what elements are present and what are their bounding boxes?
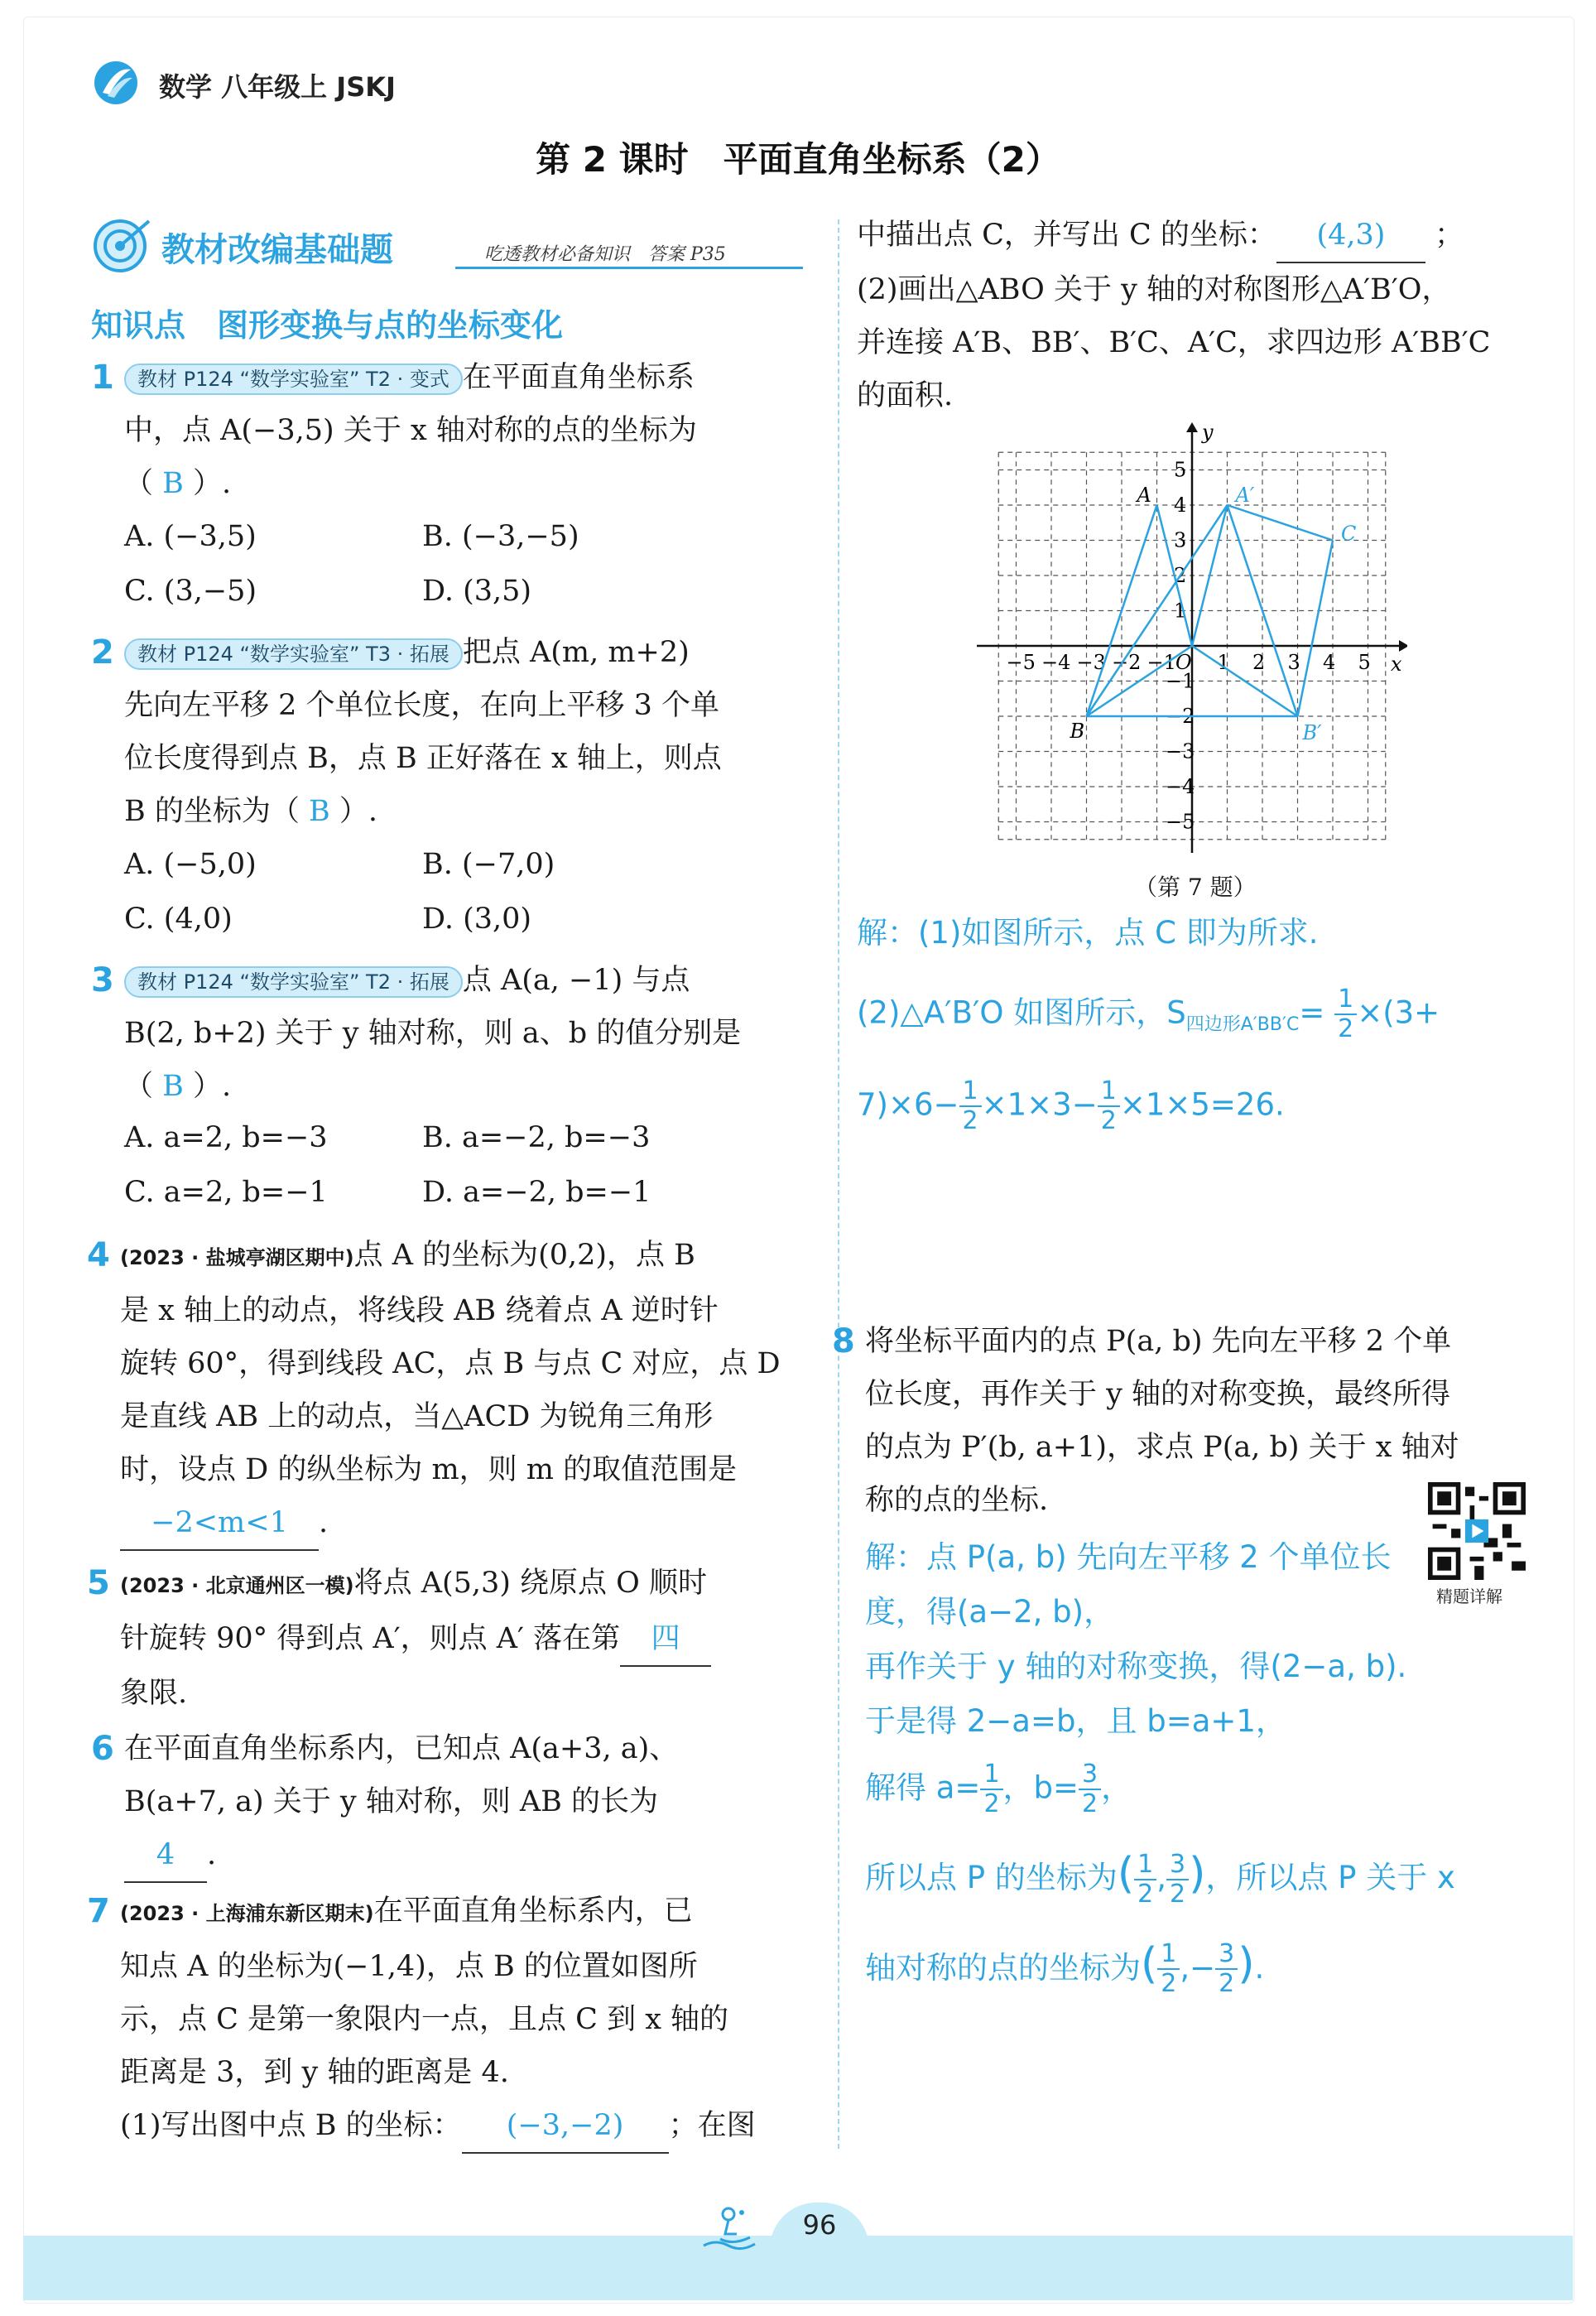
y-tick-label: −4 — [1166, 775, 1195, 798]
fraction: $\frac{1}{2}$ — [1134, 1851, 1156, 1909]
fraction: $\frac{3}{2}$ — [1166, 1851, 1189, 1909]
question-number: 8 — [832, 1322, 855, 1360]
source-label: (2023 · 盐城亭湖区期中) — [120, 1246, 354, 1269]
fraction: $\frac{1}{2}$ — [959, 1077, 982, 1135]
q7-solution: 解：(1)如图所示，点 C 即为所求. (2)△A′B′O 如图所示，$S_{四边形A'BB'C}=$ $\frac{1}{2}$ ×(3+ 7)×6− $\frac{1}{2}$ ×1×3− $\frac{1}{2}$ ×1×5=26. — [857, 915, 1440, 1135]
option-d: D. (3,5) — [422, 575, 532, 608]
x-tick-label: O — [1175, 651, 1192, 674]
option-a: A. (−3,5) — [124, 520, 257, 553]
fraction: $\frac{3}{2}$ — [1215, 1940, 1238, 1998]
qr-caption: 精题详解 — [1436, 1587, 1502, 1606]
q8-solution-cont: 再作关于 y 轴的对称变换，得(2−a, b). 于是得 2−a=b，且 b=a+1， 解得 a= $\frac{1}{2}$ ，b= $\frac{3}{2}$ ， 所以点 P 的坐标为( $\frac{1}{2}$ , $\frac{3}{2}$ )，所以点 P 关于 x 轴对称的点的坐标为( $\frac{1}{2}$ ,− $\frac{3}{2}$ ). — [865, 1649, 1455, 1998]
point-label-A2: A′ — [1235, 484, 1255, 507]
source-label: (2023 · 上海浦东新区期末) — [120, 1902, 374, 1925]
answer-blank: 4 — [124, 1828, 207, 1883]
qr-code-icon[interactable] — [1428, 1482, 1526, 1580]
x-tick-label: −2 — [1112, 651, 1142, 674]
option-b: B. (−7,0) — [422, 848, 555, 881]
point-label-B2: B′ — [1302, 721, 1322, 744]
source-tag: 教材 P124 “数学实验室” T2 · 拓展 — [124, 966, 463, 998]
knowledge-point-title: 知识点 图形变换与点的坐标变化 — [91, 307, 564, 344]
option-a: A. (−5,0) — [124, 848, 257, 881]
point-label-B: B — [1070, 720, 1085, 743]
x-tick-label: 5 — [1358, 651, 1371, 674]
fraction: $\frac{3}{2}$ — [1079, 1760, 1101, 1818]
segment-A-O — [1157, 505, 1193, 646]
y-tick-label: 5 — [1174, 458, 1187, 482]
option-d: D. a=−2, b=−1 — [422, 1176, 651, 1209]
point-label-A: A — [1137, 484, 1151, 507]
x-axis-arrow-icon — [1399, 640, 1407, 652]
y-axis-label: y — [1202, 422, 1214, 444]
source-label: (2023 · 北京通州区一模) — [120, 1574, 354, 1597]
question-8: 8 将坐标平面内的点 P(a, b) 先向左平移 2 个单 位长度，再作关于 y 轴的对称变换，最终所得 的点为 P′(b, a+1)，求点 P(a, b) 关于 x 轴对 称的点的坐标. — [865, 1315, 1544, 1527]
source-tag: 教材 P124 “数学实验室” T3 · 拓展 — [124, 638, 463, 670]
y-tick-label: −1 — [1166, 669, 1195, 693]
section-banner-subtitle: 吃透教材必备知识 答案 P35 — [484, 244, 726, 265]
y-tick-label: 4 — [1174, 494, 1187, 517]
fraction: $\frac{1}{2}$ — [1334, 985, 1357, 1043]
question-7-continued: 中描出点 C，并写出 C 的坐标： (4,3) ； (2)画出△ABO 关于 y 轴的对称图形△A′B′O， 并连接 A′B、BB′、B′C、A′C，求四边形 A′BB′C 的面积. — [857, 209, 1544, 422]
question-number: 2 — [91, 633, 114, 672]
option-a: A. a=2, b=−3 — [124, 1121, 328, 1154]
fraction: $\frac{1}{2}$ — [1098, 1077, 1120, 1135]
segment-A2-C — [1228, 505, 1334, 541]
question-number: 3 — [91, 961, 114, 999]
answer-blank: (−3,−2) — [462, 2099, 669, 2154]
option-c: C. (4,0) — [124, 903, 233, 936]
fraction: $\frac{1}{2}$ — [1157, 1940, 1180, 1998]
q8-solution: 解：点 P(a, b) 先向左平移 2 个单位长 度，得(a−2, b)， — [865, 1539, 1392, 1630]
section-banner-title: 教材改编基础题 — [161, 231, 393, 269]
segment-B2-C — [1298, 541, 1334, 717]
y-tick-label: −3 — [1166, 739, 1195, 763]
answer-blank: −2<m<1 — [120, 1496, 319, 1551]
question-4: 4 (2023 · 盐城亭湖区期中)点 A 的坐标为(0,2)，点 B 是 x 轴上的动点，将线段 AB 绕着点 A 逆时针 旋转 60°，得到线段 AC，点 B 与点 C 对应，点 D 是直线 AB 上的动点，当△ACD 为锐角三角形 时，设点 D 的纵坐标为 m，则 m 的取值范围是 −2<m<1 . — [120, 1229, 803, 1551]
rowing-mascot-icon — [695, 2203, 762, 2252]
x-tick-label: −3 — [1076, 651, 1106, 674]
question-number: 5 — [87, 1564, 110, 1602]
lesson-title: 第 2 课时 平面直角坐标系（2） — [536, 139, 1060, 180]
question-7: 7 (2023 · 上海浦东新区期末)在平面直角坐标系内，已 知点 A 的坐标为(−1,4)，点 B 的位置如图所 示，点 C 是第一象限内一点，且点 C 到 x 轴的 距离是 3，到 y 轴的距离是 4. (1)写出图中点 B 的坐标： (−3,−2) ；在图 — [120, 1885, 803, 2154]
question-5: 5 (2023 · 北京通州区一模)将点 A(5,3) 绕原点 O 顺时 针旋转 90° 得到点 A′，则点 A′ 落在第 四 象限. — [120, 1557, 803, 1720]
question-number: 1 — [91, 359, 114, 397]
x-tick-label: 3 — [1287, 651, 1300, 674]
x-tick-label: 2 — [1252, 651, 1266, 674]
book-title: 数学 八年级上 JSKJ — [159, 71, 396, 103]
point-label-C: C — [1341, 522, 1357, 546]
x-tick-label: 1 — [1217, 651, 1230, 674]
y-tick-label: 2 — [1174, 564, 1187, 587]
x-tick-label: −1 — [1147, 651, 1176, 674]
fraction: $\frac{1}{2}$ — [980, 1760, 1002, 1818]
question-1: 1 教材 P124 “数学实验室” T2 · 变式 在平面直角坐标系 中，点 A(−3,5) 关于 x 轴对称的点的坐标为 （ B ）. — [124, 351, 803, 510]
x-tick-label: 4 — [1323, 651, 1336, 674]
y-tick-label: −5 — [1166, 810, 1195, 834]
page-number: 96 — [802, 2209, 837, 2241]
option-b: B. (−3,−5) — [422, 520, 579, 553]
answer-blank: 四 — [620, 1612, 711, 1667]
figure-caption: （第 7 题） — [1134, 874, 1257, 901]
book-logo-icon — [91, 58, 141, 108]
answer: B — [308, 795, 330, 828]
option-b: B. a=−2, b=−3 — [422, 1121, 651, 1154]
y-tick-label: 1 — [1174, 599, 1187, 623]
y-tick-label: 3 — [1174, 528, 1187, 552]
question-6: 6 在平面直角坐标系内，已知点 A(a+3, a)、 B(a+7, a) 关于 y 轴对称，则 AB 的长为 4 . — [124, 1722, 803, 1883]
column-divider — [838, 219, 839, 2149]
option-c: C. (3,−5) — [124, 575, 257, 608]
y-tick-label: −2 — [1166, 705, 1195, 728]
question-number: 4 — [87, 1236, 110, 1274]
option-c: C. a=2, b=−1 — [124, 1176, 328, 1209]
banner-underline — [455, 267, 803, 269]
x-axis-label: x — [1391, 652, 1402, 676]
question-2: 2 教材 P124 “数学实验室” T3 · 拓展 把点 A(m, m+2) 先向左平移 2 个单位长度，在向上平移 3 个单 位长度得到点 B，点 B 正好落在 x 轴上，则点 B 的坐标为（ B ）. — [124, 626, 803, 838]
question-3: 3 教材 P124 “数学实验室” T2 · 拓展 点 A(a, −1) 与点 B(2, b+2) 关于 y 轴对称，则 a、b 的值分别是 （ B ）. — [124, 954, 803, 1113]
question-number: 7 — [87, 1892, 110, 1930]
answer-blank: (4,3) — [1276, 209, 1425, 263]
coordinate-graph — [977, 422, 1407, 861]
y-axis-arrow-icon — [1186, 422, 1198, 432]
question-number: 6 — [91, 1730, 114, 1768]
option-d: D. (3,0) — [422, 903, 532, 936]
answer: B — [162, 1070, 184, 1103]
x-tick-label: −4 — [1041, 651, 1071, 674]
answer: B — [162, 467, 184, 500]
x-tick-label: −5 — [1006, 651, 1036, 674]
source-tag: 教材 P124 “数学实验室” T2 · 变式 — [124, 364, 463, 395]
